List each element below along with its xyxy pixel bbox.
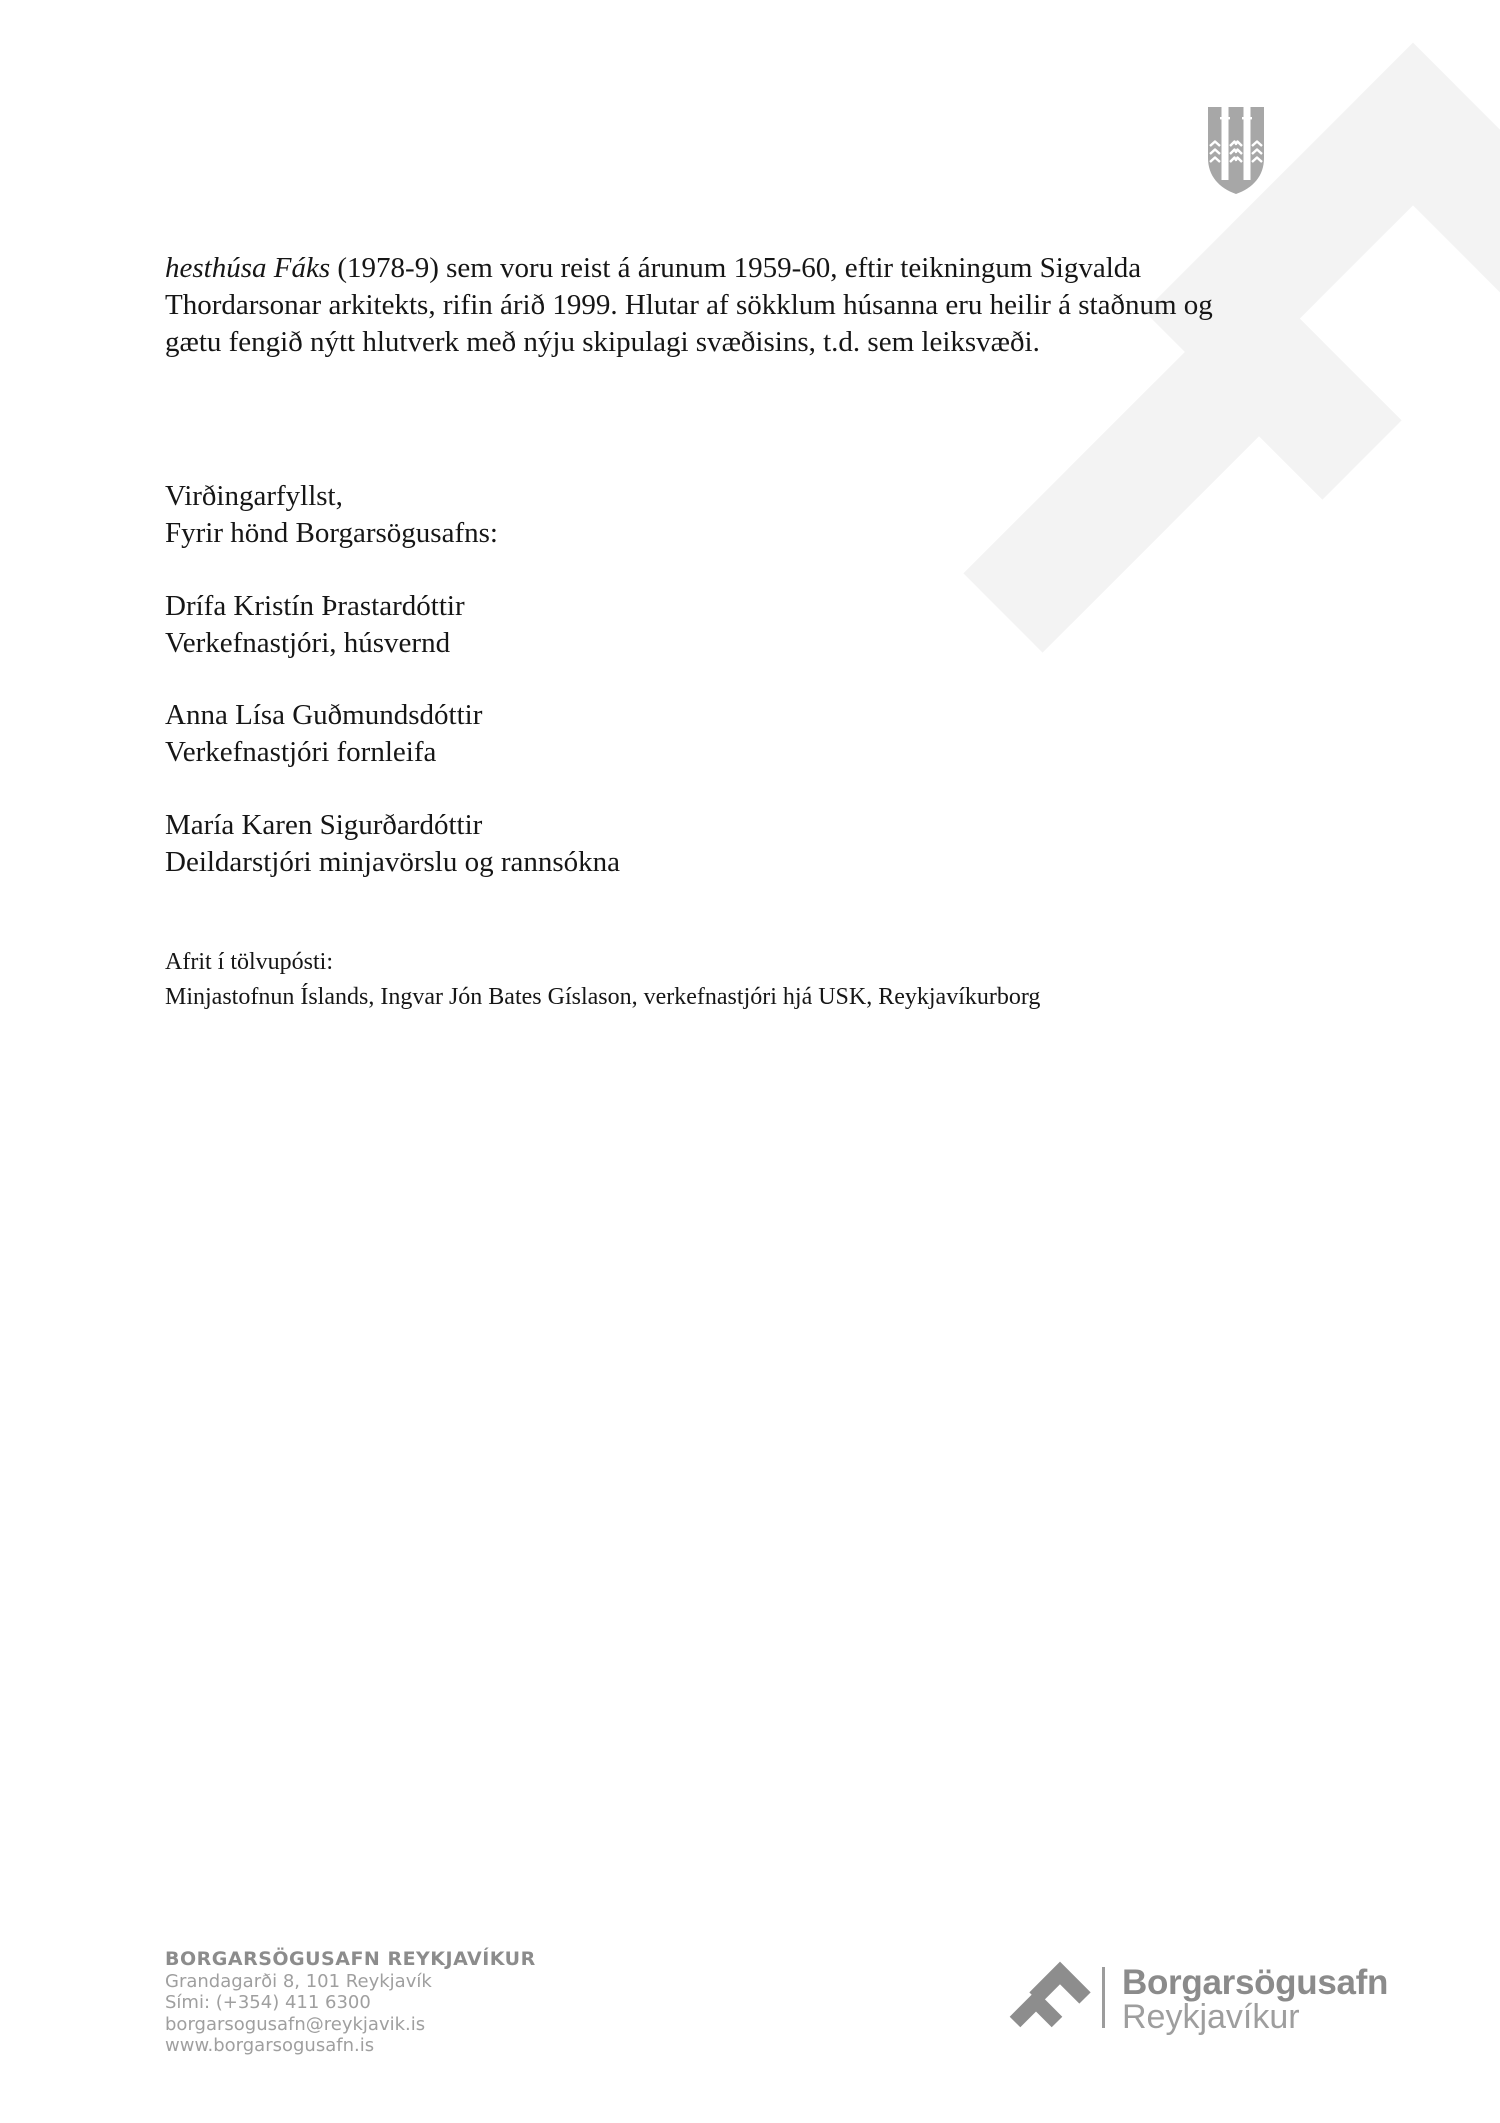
signatory-name: María Karen Sigurðardóttir [165,809,483,841]
paragraph-line: hesthúsa Fáks (1978-9) sem voru reist á árunum 1959-60, eftir teikningum Sigvalda [165,252,1142,284]
signatory-name: Drífa Kristín Þrastardóttir [165,590,465,622]
closing-salutation: Virðingarfyllst, [165,480,343,512]
cc-block [165,945,1040,1015]
logo-divider [1102,1967,1105,2028]
footer-website: www.borgarsogusafn.is [165,2035,375,2056]
signatory [165,697,482,771]
signatory-title: Verkefnastjóri, húsvernd [165,627,451,659]
double-chevron-logo-icon [1005,1960,1100,2035]
logo-wordmark-line1: Borgarsögusafn [1122,1963,1389,2002]
signatory [165,588,465,662]
paragraph-line: gætu fengið nýtt hlutverk með nýju skipulagi svæðisins, t.d. sem leiksvæði. [165,326,1040,358]
footer-logo-text [1122,1965,1388,2035]
signatory [165,807,620,881]
cc-label: Afrit í tölvupósti: [165,949,333,975]
paragraph-line: Thordarsonar arkitekts, rifin árið 1999. Hlutar af sökklum húsanna eru heilir á staðnum og [165,289,1213,321]
paragraph [165,250,1213,361]
cc-recipients: Minjastofnun Íslands, Ingvar Jón Bates Gíslason, verkefnastjóri hjá USK, Reykjavíkurborg [165,984,1041,1010]
reykjavik-coat-of-arms-icon [1207,106,1265,196]
footer-phone: Sími: (+354) 411 6300 [165,1992,371,2013]
signatory-name: Anna Lísa Guðmundsdóttir [165,699,483,731]
footer-email: borgarsogusafn@reykjavik.is [165,2013,426,2035]
signatory-title: Deildarstjóri minjavörslu og rannsókna [165,846,621,878]
closing [165,478,498,552]
footer-contact [165,1949,536,2057]
signatory-title: Verkefnastjóri fornleifa [165,736,437,768]
closing-on-behalf: Fyrir hönd Borgarsögusafns: [165,517,498,549]
footer-address: Grandagarði 8, 101 Reykjavík [165,1970,432,1992]
footer-org-name: BORGARSÖGUSAFN REYKJAVÍKUR [165,1948,536,1970]
logo-wordmark-line2: Reykjavíkur [1122,1998,1300,2036]
italic-text: hesthúsa Fáks [165,252,331,284]
